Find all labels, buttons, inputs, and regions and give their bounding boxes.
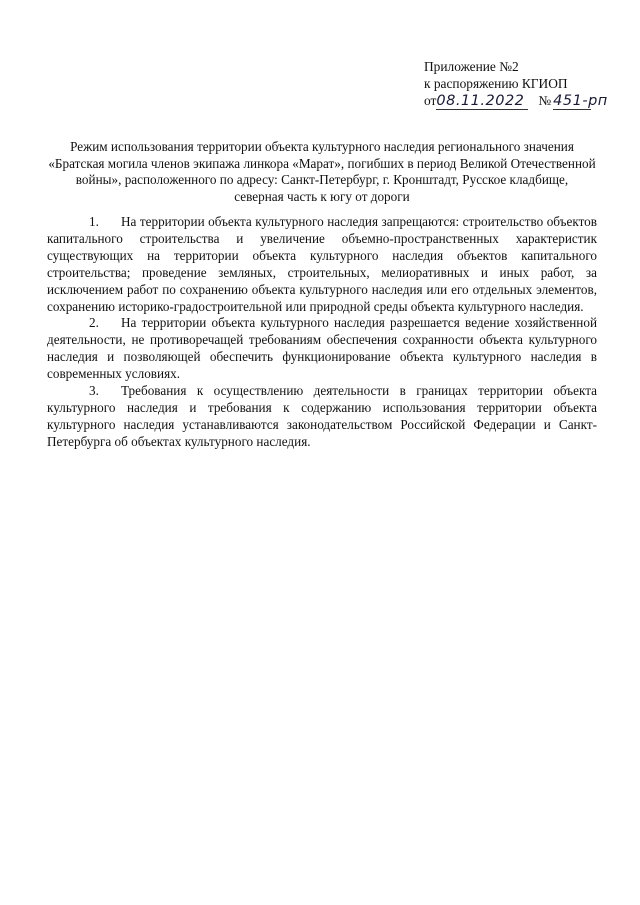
document-title xyxy=(40,139,604,205)
paragraph-number: 2. xyxy=(89,315,99,331)
paragraph-1 xyxy=(47,214,597,315)
handwritten-number: 451-рп xyxy=(553,93,608,109)
title-line: северная часть к югу от дороги xyxy=(234,188,410,204)
paragraph-number: 3. xyxy=(89,383,99,399)
number-prefix: № xyxy=(538,93,552,108)
annex-reference: к распоряжению КГИОП xyxy=(424,76,568,91)
handwritten-date: 08.11.2022 xyxy=(436,94,528,110)
title-line: Режим использования территории объекта культурного наследия регионального значения xyxy=(70,139,574,154)
paragraph-text: На территории объекта культурного наследия разрешается ведение хозяйственной деятельности, не противоречащей требованиям обеспечения сохранности объекта культурного наследия и позволяющей обеспечить функционирование объекта культурного наследия в современных условиях. xyxy=(47,315,597,382)
paragraph-text: На территории объекта культурного наследия запрещаются: строительство объектов капитального строительства и увеличение объемно-пространственных характеристик существующих на территории объекта культурного наследия объектов капитального строительства; проведение земляных, строительных, мелиоративных и иных работ, за исключением работ по сохранению объекта культурного наследия или его отдельных элементов, сохранению историко-градостроительной или природной среды объекта культурного наследия. xyxy=(47,214,597,314)
paragraph-text: Требования к осуществлению деятельности в границах территории объекта культурного наследия и требования к содержанию использования территории объекта культурного наследия устанавливаются законодательством Российской Федерации и Санкт-Петербурга об объектах культурного наследия. xyxy=(47,383,597,449)
annex-header xyxy=(424,58,624,110)
paragraph-3 xyxy=(47,383,597,451)
title-line: войны», расположенного по адресу: Санкт-Петербург, г. Кронштадт, Русское кладбище, xyxy=(75,172,569,188)
paragraph-2 xyxy=(47,315,597,383)
annex-date-line xyxy=(424,92,624,110)
annex-title: Приложение №2 xyxy=(424,59,519,74)
title-line: «Братская могила членов экипажа линкора «Марат», погибших в период Великой Отечественной xyxy=(48,155,596,171)
date-prefix: от xyxy=(424,93,437,108)
paragraph-number: 1. xyxy=(89,214,99,229)
document-body xyxy=(47,214,597,451)
